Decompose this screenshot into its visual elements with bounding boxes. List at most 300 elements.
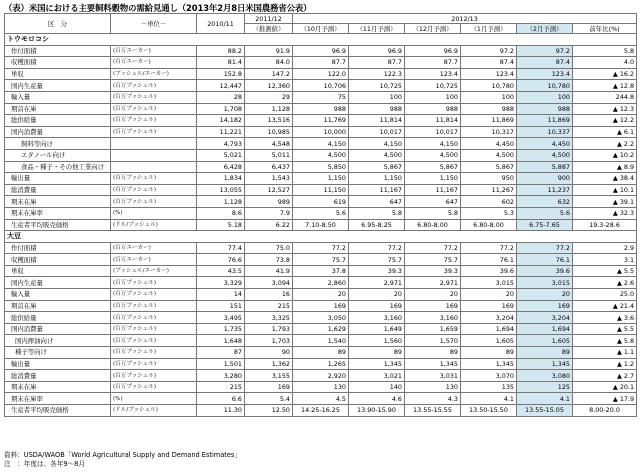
value-cell: 3,094 [245,277,293,289]
value-cell: 10,985 [245,126,293,138]
value-cell: 75.7 [293,254,349,266]
yoy-cell: ▲ 10.2 [573,149,637,161]
table-row [5,242,637,254]
row-unit [111,138,197,150]
value-cell: 2,920 [293,370,349,382]
yoy-cell: ▲ 38.4 [573,173,637,185]
row-label: 収穫面積 [5,254,111,266]
value-cell: 77.2 [517,242,573,254]
row-label: 期首在庫 [5,103,111,115]
value-cell: 10,337 [517,126,573,138]
table-row [5,323,637,335]
value-cell: 5.6 [293,207,349,219]
table-row [5,219,637,231]
value-cell: 2,971 [405,277,461,289]
value-cell: 5.3 [461,207,517,219]
value-cell: 100 [349,91,405,103]
row-label: 単収 [5,68,111,80]
value-cell: 14 [197,289,245,301]
yoy-cell: ▲ 20.1 [573,381,637,393]
value-cell: 89 [349,347,405,359]
yoy-cell: ▲ 5.8 [573,335,637,347]
value-cell: 77.4 [197,242,245,254]
value-cell: 12.50 [245,405,293,417]
value-cell: 29 [245,91,293,103]
table-row [5,312,637,324]
value-cell: 1,659 [405,323,461,335]
yoy-cell: ▲ 12.8 [573,80,637,92]
yoy-cell: ▲ 5.5 [573,323,637,335]
value-cell: 76.6 [197,254,245,266]
value-cell: 5,887 [517,161,573,173]
yoy-cell: ▲ 16.2 [573,68,637,80]
value-cell: 100 [461,91,517,103]
year-note: 注 ：年度は、各年9～8月 [4,460,85,468]
value-cell: 20 [461,289,517,301]
row-label: 期末在庫 [5,381,111,393]
value-cell: 130 [293,381,349,393]
yoy-cell: 8.00-20.0 [573,405,637,417]
value-cell: 5.6 [517,207,573,219]
value-cell: 988 [349,103,405,115]
value-cell: 91.9 [245,45,293,57]
table-row [5,300,637,312]
value-cell: 1,362 [245,358,293,370]
value-cell: 11,814 [405,115,461,127]
value-cell: 2,971 [349,277,405,289]
value-cell: 4,450 [461,138,517,150]
table-row [5,45,637,57]
yoy-cell: 19.3-28.6 [573,219,637,231]
row-label: 期末在庫率 [5,207,111,219]
value-cell: 3,031 [405,370,461,382]
value-cell: 1,345 [349,358,405,370]
value-cell: 4.1 [517,393,573,405]
value-cell: 8.6 [197,207,245,219]
value-cell: 89 [461,347,517,359]
source-note: 資料：USDA/WAOB「World Agricultural Supply and Demand Estimates」 [4,451,241,459]
value-cell: 12,527 [245,184,293,196]
value-cell: 1,560 [349,335,405,347]
row-unit: (百万ブッシェル) [111,103,197,115]
value-cell: 4.6 [349,393,405,405]
value-cell: 10,317 [461,126,517,138]
value-cell: 619 [293,196,349,208]
row-unit: (百万ブッシェル) [111,173,197,185]
table-row [5,161,637,173]
value-cell: 1,540 [293,335,349,347]
header-2011: 2011/12 [245,14,293,24]
page-title: （表）米国における主要飼料穀物の需給見通し（2013年2月8日米国農務省公表） [4,3,312,13]
value-cell: 4.3 [405,393,461,405]
row-unit: (ブッシェル/エーカー) [111,68,197,80]
value-cell: 5.8 [349,207,405,219]
value-cell: 84.0 [245,57,293,69]
row-label: 期首在庫 [5,300,111,312]
value-cell: 3,021 [349,370,405,382]
value-cell: 13,055 [197,184,245,196]
yoy-cell: ▲ 39.1 [573,196,637,208]
value-cell: 1,694 [461,323,517,335]
row-unit: (百万ブッシェル) [111,312,197,324]
value-cell: 147.2 [245,68,293,80]
row-label: 生産者平均販売価格 [5,219,111,231]
value-cell: 96.9 [349,45,405,57]
value-cell: 3,495 [197,312,245,324]
yoy-cell: ▲ 5.5 [573,265,637,277]
table-row [5,289,637,301]
value-cell: 989 [245,196,293,208]
row-unit: (ドル/ブッシェル) [111,219,197,231]
value-cell: 20 [293,289,349,301]
table-row [5,149,637,161]
yoy-cell: ▲ 2.2 [573,138,637,150]
row-unit: (百万ブッシェル) [111,126,197,138]
row-label: 輸入量 [5,91,111,103]
yoy-cell: ▲ 10.1 [573,184,637,196]
row-label: 種子等向け [5,347,111,359]
row-unit: (百万ブッシェル) [111,323,197,335]
value-cell: 16 [245,289,293,301]
value-cell: 28 [197,91,245,103]
value-cell: 3,015 [517,277,573,289]
value-cell: 1,793 [245,323,293,335]
value-cell: 75.7 [349,254,405,266]
table-row [5,57,637,69]
row-unit: (ブッシェル/エーカー) [111,265,197,277]
row-label: 国内生産量 [5,80,111,92]
yoy-cell: ▲ 6.1 [573,126,637,138]
row-label: 総供給量 [5,312,111,324]
table-row [5,138,637,150]
value-cell: 1,629 [293,323,349,335]
row-unit: (ドル/ブッシェル) [111,405,197,417]
header-feb: （2月予測） [517,24,573,34]
value-cell: 89 [517,347,573,359]
value-cell: 88.2 [197,45,245,57]
value-cell: 11,869 [461,115,517,127]
value-cell: 77.2 [349,242,405,254]
value-cell: 6.95-8.25 [349,219,405,231]
value-cell: 125 [517,381,573,393]
value-cell: 1,128 [245,103,293,115]
value-cell: 87.4 [517,57,573,69]
yoy-cell: ▲ 2.6 [573,277,637,289]
header-2010: 2010/11 [197,14,245,34]
row-unit: (%) [111,207,197,219]
value-cell: 10,780 [517,80,573,92]
value-cell: 152.8 [197,68,245,80]
value-cell: 6.6 [197,393,245,405]
supply-demand-table [4,13,637,417]
value-cell: 6.75-7.65 [517,219,573,231]
value-cell: 3,204 [517,312,573,324]
value-cell: 2,860 [293,277,349,289]
header-nov: （11月予測） [349,24,405,34]
value-cell: 76.1 [461,254,517,266]
value-cell: 5,867 [461,161,517,173]
value-cell: 4,500 [349,149,405,161]
value-cell: 11.30 [197,405,245,417]
value-cell: 602 [461,196,517,208]
table-row [5,196,637,208]
value-cell: 89 [405,347,461,359]
value-cell: 169 [293,300,349,312]
value-cell: 3,080 [517,370,573,382]
value-cell: 123.4 [461,68,517,80]
value-cell: 5,867 [349,161,405,173]
row-unit: (百万ブッシェル) [111,300,197,312]
value-cell: 6.22 [245,219,293,231]
row-unit: (百万ブッシェル) [111,277,197,289]
value-cell: 4,500 [517,149,573,161]
value-cell: 1,128 [197,196,245,208]
row-label: 収穫面積 [5,57,111,69]
yoy-cell: 5.8 [573,45,637,57]
table-row [5,184,637,196]
row-unit: (百万エーカー) [111,254,197,266]
value-cell: 100 [405,91,461,103]
value-cell: 73.8 [245,254,293,266]
value-cell: 6,428 [197,161,245,173]
yoy-cell: ▲ 1.1 [573,347,637,359]
value-cell: 11,814 [349,115,405,127]
value-cell: 12,447 [197,80,245,92]
value-cell: 135 [461,381,517,393]
row-label: 国内生産量 [5,277,111,289]
value-cell: 81.4 [197,57,245,69]
row-label: 総供給量 [5,115,111,127]
table-row [5,103,637,115]
value-cell: 169 [517,300,573,312]
row-label: 単収 [5,265,111,277]
row-unit: (百万エーカー) [111,45,197,57]
row-label: 総消費量 [5,184,111,196]
value-cell: 632 [517,196,573,208]
value-cell: 1,834 [197,173,245,185]
value-cell: 7.9 [245,207,293,219]
table-row [5,254,637,266]
row-label: 期末在庫率 [5,393,111,405]
value-cell: 20 [349,289,405,301]
value-cell: 87.4 [461,57,517,69]
value-cell: 4,450 [517,138,573,150]
value-cell: 169 [405,300,461,312]
value-cell: 4,150 [405,138,461,150]
value-cell: 5,867 [405,161,461,173]
table-row [5,381,637,393]
value-cell: 75.7 [405,254,461,266]
value-cell: 1,605 [517,335,573,347]
value-cell: 1,570 [405,335,461,347]
value-cell: 647 [349,196,405,208]
value-cell: 1,345 [405,358,461,370]
value-cell: 11,150 [293,184,349,196]
value-cell: 10,017 [405,126,461,138]
row-unit: (百万ブッシェル) [111,196,197,208]
value-cell: 13.55-15.05 [517,405,573,417]
value-cell: 122.0 [293,68,349,80]
value-cell: 76.1 [517,254,573,266]
value-cell: 12,360 [245,80,293,92]
value-cell: 77.2 [293,242,349,254]
value-cell: 1,501 [197,358,245,370]
value-cell: 169 [245,381,293,393]
value-cell: 100 [517,91,573,103]
row-unit: (百万ブッシェル) [111,184,197,196]
value-cell: 1,150 [293,173,349,185]
yoy-cell: ▲ 17.9 [573,393,637,405]
value-cell: 169 [461,300,517,312]
value-cell: 87 [197,347,245,359]
yoy-cell: ▲ 32.3 [573,207,637,219]
value-cell: 39.6 [517,265,573,277]
value-cell: 87.7 [349,57,405,69]
header-suikei: （推測値） [245,24,293,34]
value-cell: 87.7 [293,57,349,69]
value-cell: 4,793 [197,138,245,150]
value-cell: 988 [517,103,573,115]
row-label: 生産者平均販売価格 [5,405,111,417]
value-cell: 43.5 [197,265,245,277]
value-cell: 5,850 [293,161,349,173]
yoy-cell: ▲ 12.3 [573,103,637,115]
row-unit [111,161,197,173]
value-cell: 13,516 [245,115,293,127]
value-cell: 11,167 [349,184,405,196]
row-label: 作付面積 [5,45,111,57]
row-unit: (百万ブッシェル) [111,347,197,359]
value-cell: 3,204 [461,312,517,324]
value-cell: 3,155 [245,370,293,382]
row-unit [111,149,197,161]
value-cell: 140 [349,381,405,393]
row-label: 飼料等向け [5,138,111,150]
row-unit: (百万エーカー) [111,57,197,69]
yoy-cell: ▲ 12.2 [573,115,637,127]
value-cell: 7.10-8.50 [293,219,349,231]
header-2012: 2012/13 [293,14,637,24]
value-cell: 3,070 [461,370,517,382]
table-row [5,115,637,127]
value-cell: 4,150 [349,138,405,150]
header-yoy: 前年比(%) [573,24,637,34]
value-cell: 4,150 [293,138,349,150]
value-cell: 3,050 [293,312,349,324]
value-cell: 39.3 [349,265,405,277]
row-label: 国内消費量 [5,126,111,138]
value-cell: 6.80-8.00 [405,219,461,231]
table-row [5,68,637,80]
value-cell: 6.80-8.00 [461,219,517,231]
value-cell: 1,150 [405,173,461,185]
yoy-cell: ▲ 8.9 [573,161,637,173]
value-cell: 96.9 [293,45,349,57]
value-cell: 1,605 [461,335,517,347]
value-cell: 96.9 [405,45,461,57]
value-cell: 4.1 [461,393,517,405]
row-label: 国内消費量 [5,323,111,335]
header-oct: （10月予測） [293,24,349,34]
row-unit: (百万ブッシェル) [111,358,197,370]
value-cell: 1,735 [197,323,245,335]
yoy-cell: ▲ 1.2 [573,358,637,370]
value-cell: 4.5 [293,393,349,405]
value-cell: 1,703 [245,335,293,347]
value-cell: 77.2 [405,242,461,254]
value-cell: 13.50-15.50 [461,405,517,417]
table-row [5,126,637,138]
row-unit: (百万ブッシェル) [111,80,197,92]
value-cell: 1,345 [517,358,573,370]
yoy-cell: ▲ 3.6 [573,312,637,324]
row-unit: (百万ブッシェル) [111,289,197,301]
row-label: 総消費量 [5,370,111,382]
section-title: トウモロコシ [5,34,637,46]
value-cell: 4,500 [405,149,461,161]
value-cell: 11,167 [405,184,461,196]
value-cell: 97.2 [461,45,517,57]
row-label: 期末在庫 [5,196,111,208]
value-cell: 4,500 [293,149,349,161]
yoy-cell: 4.0 [573,57,637,69]
yoy-cell: 2.9 [573,242,637,254]
value-cell: 1,694 [517,323,573,335]
value-cell: 1,345 [461,358,517,370]
yoy-cell: ▲ 2.7 [573,370,637,382]
row-unit: (%) [111,393,197,405]
value-cell: 10,706 [293,80,349,92]
value-cell: 20 [517,289,573,301]
value-cell: 10,780 [461,80,517,92]
value-cell: 20 [405,289,461,301]
value-cell: 1,708 [197,103,245,115]
row-unit: (百万ブッシェル) [111,335,197,347]
value-cell: 10,017 [349,126,405,138]
value-cell: 123.4 [517,68,573,80]
table-row [5,80,637,92]
value-cell: 950 [461,173,517,185]
value-cell: 39.6 [461,265,517,277]
row-label: エタノール向け [5,149,111,161]
header-dec: （12月予測） [405,24,461,34]
value-cell: 3,160 [349,312,405,324]
value-cell: 1,150 [349,173,405,185]
value-cell: 13.55-15.55 [405,405,461,417]
header-kubun: 区 分 [5,14,111,34]
table-row [5,347,637,359]
value-cell: 988 [461,103,517,115]
header-jan: （1月予測） [461,24,517,34]
row-unit: (百万ブッシェル) [111,370,197,382]
value-cell: 5,011 [245,149,293,161]
row-label: 輸出量 [5,173,111,185]
value-cell: 87.7 [405,57,461,69]
table-row [5,370,637,382]
value-cell: 10,725 [405,80,461,92]
value-cell: 11,869 [517,115,573,127]
table-row [5,207,637,219]
row-unit: (百万ブッシェル) [111,381,197,393]
row-label: 国内搾油向け [5,335,111,347]
value-cell: 900 [517,173,573,185]
table-row [5,173,637,185]
value-cell: 11,769 [293,115,349,127]
value-cell: 151 [197,300,245,312]
value-cell: 130 [405,381,461,393]
notes [4,451,241,469]
table-row [5,405,637,417]
